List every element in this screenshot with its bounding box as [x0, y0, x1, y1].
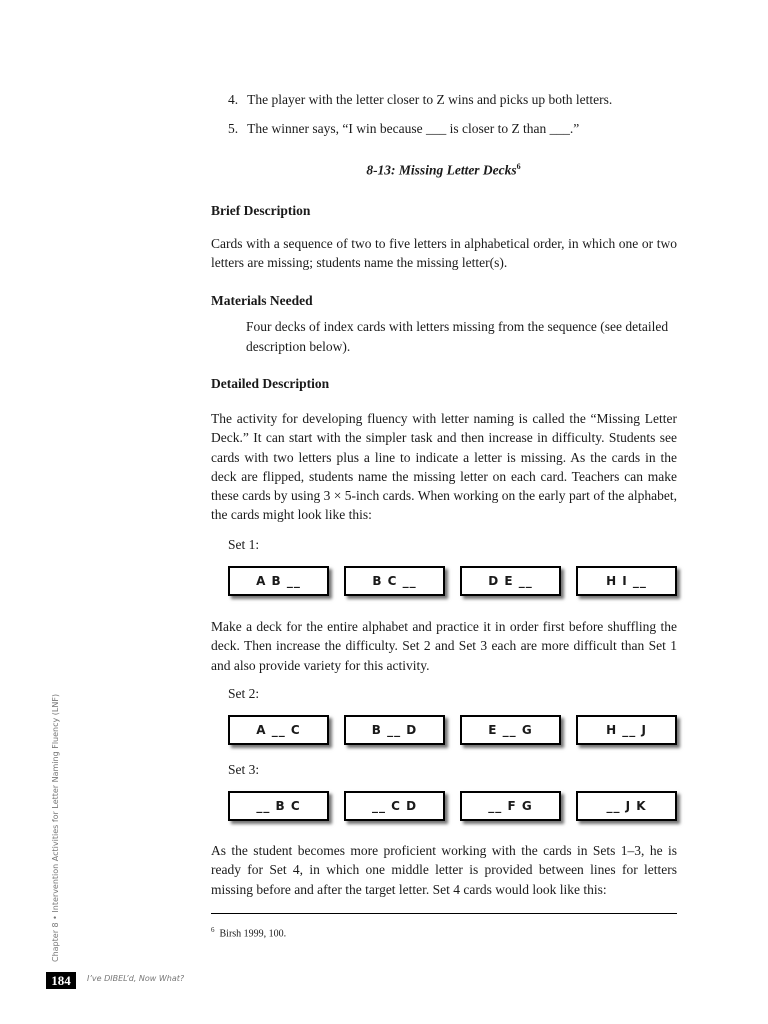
- set-label: Set 1:: [228, 537, 260, 552]
- brief-heading: Brief Description: [211, 203, 311, 218]
- footnote-number: 6: [211, 926, 215, 934]
- detailed-paragraph-1: The activity for developing fluency with letter naming is called the “Missing Letter Deck.” It can start with the simpler task and then increase in difficulty. Students see cards with two letters plus a line to indicate a letter is missing. As the cards in the deck are flipped, students name the missing letter on each card. Teachers can make these cards by using 3 × 5-inch cards. When working on the early part of the alphabet, the cards might look like this:: [211, 411, 677, 523]
- letter-card: D E __: [460, 566, 561, 596]
- card-row-set-1: [228, 566, 676, 594]
- step-number: 4.: [228, 92, 239, 107]
- detailed-paragraph-2: Make a deck for the entire alphabet and practice it in order first before shuffling the deck. Then increase the difficulty. Set 2 and Set 3 each are more difficult than Set 1 and also provide variety for this activity.: [211, 619, 677, 673]
- letter-card: __ F G: [460, 791, 561, 821]
- letter-card: A __ C: [228, 715, 329, 745]
- footnote-ref: 6: [516, 162, 521, 171]
- book-title: I’ve DIBEL’d, Now What?: [87, 974, 185, 983]
- detailed-heading: Detailed Description: [211, 376, 330, 391]
- chapter-label: Chapter 8 • Intervention Activities for Letter Naming Fluency (LNF): [51, 693, 60, 962]
- section-heading: [211, 162, 676, 179]
- card-row-set-3: [228, 791, 676, 819]
- letter-card: B __ D: [344, 715, 445, 745]
- footnote: [211, 924, 286, 940]
- step-item: [228, 91, 612, 109]
- letter-card: __ J K: [576, 791, 677, 821]
- set-label: Set 3:: [228, 762, 260, 777]
- letter-card: __ B C: [228, 791, 329, 821]
- step-number: 5.: [228, 121, 239, 136]
- brief-text: Cards with a sequence of two to five letters in alphabetical order, in which one or two letters are missing; students name the missing letter(s).: [211, 236, 677, 271]
- footnote-divider: [211, 913, 677, 914]
- set-label: Set 2:: [228, 686, 260, 701]
- step-text: The winner says, “I win because ___ is closer to Z than ___.”: [247, 121, 580, 136]
- letter-card: B C __: [344, 566, 445, 596]
- materials-text: Four decks of index cards with letters missing from the sequence (see detailed description below).: [246, 319, 669, 354]
- detailed-paragraph-3: As the student becomes more proficient working with the cards in Sets 1–3, he is ready for Set 4, in which one middle letter is provided between lines for letters missing before and after the target letter. Set 4 cards would look like this:: [211, 843, 677, 897]
- letter-card: __ C D: [344, 791, 445, 821]
- letter-card: E __ G: [460, 715, 561, 745]
- letter-card: H __ J: [576, 715, 677, 745]
- letter-card: A B __: [228, 566, 329, 596]
- step-item: [228, 120, 579, 138]
- step-text: The player with the letter closer to Z wins and picks up both letters.: [247, 92, 613, 107]
- section-title: 8-13: Missing Letter Decks: [366, 162, 517, 178]
- letter-card: H I __: [576, 566, 677, 596]
- materials-heading: Materials Needed: [211, 293, 313, 308]
- card-row-set-2: [228, 715, 676, 743]
- footnote-text: Birsh 1999, 100.: [219, 928, 287, 940]
- page-number: 184: [46, 972, 76, 989]
